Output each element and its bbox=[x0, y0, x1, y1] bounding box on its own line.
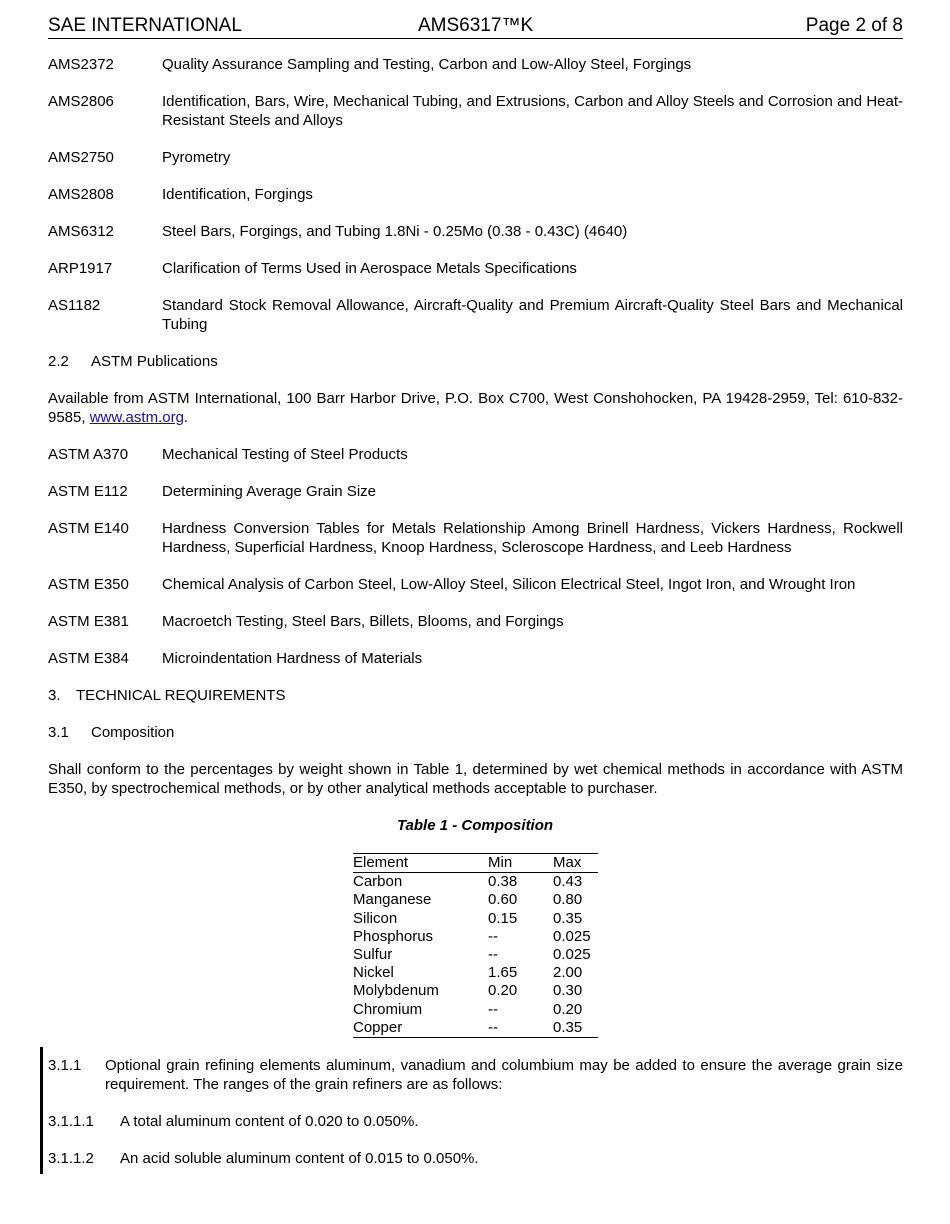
reference-code: AS1182 bbox=[48, 297, 101, 314]
table-caption: Table 1 - Composition bbox=[396, 817, 554, 834]
max-cell: 0.025 bbox=[553, 927, 591, 945]
subsection-number: 3.1.1 bbox=[48, 1057, 82, 1074]
table-row bbox=[353, 982, 598, 1000]
table-row bbox=[353, 873, 598, 892]
subsection-3-1-1-1 bbox=[48, 1113, 903, 1132]
section-title: ASTM Publications bbox=[91, 353, 218, 370]
max-cell: 0.025 bbox=[553, 946, 591, 964]
table-row bbox=[353, 1019, 598, 1038]
section-number: 3. bbox=[48, 687, 61, 704]
min-cell: 0.20 bbox=[488, 982, 518, 1000]
table-row bbox=[353, 946, 598, 964]
reference-title: Mechanical Testing of Steel Products bbox=[162, 446, 408, 463]
element-cell: Carbon bbox=[353, 873, 403, 891]
reference-entry bbox=[48, 93, 903, 130]
min-cell: 0.38 bbox=[488, 873, 518, 891]
min-cell: -- bbox=[488, 946, 498, 964]
table-row bbox=[353, 928, 598, 946]
availability-end: . bbox=[183, 408, 189, 426]
max-cell: 0.20 bbox=[553, 1000, 583, 1018]
header-page-number: Page 2 of 8 bbox=[805, 15, 903, 36]
reference-entry bbox=[48, 520, 903, 557]
section-heading-3 bbox=[48, 687, 285, 706]
table-row bbox=[353, 1001, 598, 1019]
reference-title: Quality Assurance Sampling and Testing, Carbon and Low-Alloy Steel, Forgings bbox=[162, 56, 692, 73]
reference-title: Chemical Analysis of Carbon Steel, Low-Alloy Steel, Silicon Electrical Steel, Ingot Iron, and Wrought Iron bbox=[162, 576, 856, 593]
subsection-3-1-1 bbox=[48, 1057, 903, 1094]
reference-title: Clarification of Terms Used in Aerospace Metals Specifications bbox=[162, 260, 577, 277]
subsection-number: 3.1.1.1 bbox=[48, 1113, 94, 1130]
element-cell: Phosphorus bbox=[353, 927, 434, 945]
max-cell: 0.30 bbox=[553, 982, 583, 1000]
reference-code: ASTM E140 bbox=[48, 520, 129, 537]
reference-entry bbox=[48, 297, 903, 334]
reference-entry bbox=[48, 483, 903, 502]
max-cell: 2.00 bbox=[553, 964, 583, 982]
subsection-text: An acid soluble aluminum content of 0.015 to 0.050%. bbox=[120, 1150, 479, 1167]
column-header: Element bbox=[353, 854, 409, 871]
min-cell: 0.15 bbox=[488, 909, 518, 927]
header-document-number: AMS6317™K bbox=[418, 15, 534, 36]
min-cell: 1.65 bbox=[488, 964, 518, 982]
reference-code: AMS2808 bbox=[48, 186, 114, 203]
reference-entry bbox=[48, 650, 903, 669]
max-cell: 0.35 bbox=[553, 1018, 583, 1036]
min-cell: 0.60 bbox=[488, 891, 518, 909]
subsection-text: Optional grain refining elements aluminum, vanadium and columbium may be added to ensure the average grain size requirement. The ranges of the grain refiners are as follows: bbox=[105, 1057, 903, 1093]
reference-code: ASTM E384 bbox=[48, 650, 129, 667]
element-cell: Nickel bbox=[353, 964, 394, 982]
element-cell: Copper bbox=[353, 1018, 403, 1036]
reference-code: ASTM E381 bbox=[48, 613, 129, 630]
composition-table bbox=[353, 853, 598, 1038]
reference-entry bbox=[48, 223, 903, 242]
section-heading-2-2 bbox=[48, 353, 218, 372]
reference-entry bbox=[48, 576, 903, 595]
composition-paragraph: Shall conform to the percentages by weight shown in Table 1, determined by wet chemical methods in accordance with ASTM E350, by spectrochemical methods, or by other analytical methods acceptable to purchaser. bbox=[48, 761, 903, 797]
table-row bbox=[353, 891, 598, 909]
reference-title: Macroetch Testing, Steel Bars, Billets, Blooms, and Forgings bbox=[162, 613, 564, 630]
max-cell: 0.80 bbox=[553, 891, 583, 909]
reference-code: ARP1917 bbox=[48, 260, 113, 277]
element-cell: Manganese bbox=[353, 891, 432, 909]
min-cell: -- bbox=[488, 1018, 498, 1036]
table-row bbox=[353, 964, 598, 982]
subsection-3-1-1-2 bbox=[48, 1150, 903, 1169]
section-title: Composition bbox=[91, 724, 175, 741]
subsection-number: 3.1.1.2 bbox=[48, 1150, 94, 1167]
section-number: 2.2 bbox=[48, 353, 69, 370]
column-header: Min bbox=[488, 854, 513, 871]
reference-entry bbox=[48, 260, 903, 279]
max-cell: 0.43 bbox=[553, 873, 583, 891]
reference-entry bbox=[48, 613, 903, 632]
reference-code: ASTM E112 bbox=[48, 483, 128, 500]
section-number: 3.1 bbox=[48, 724, 69, 741]
reference-entry bbox=[48, 149, 903, 168]
max-cell: 0.35 bbox=[553, 909, 583, 927]
revision-change-bar bbox=[40, 1047, 43, 1174]
reference-code: AMS6312 bbox=[48, 223, 114, 240]
reference-code: ASTM A370 bbox=[48, 446, 129, 463]
reference-entry bbox=[48, 186, 903, 205]
element-cell: Molybdenum bbox=[353, 982, 439, 1000]
reference-code: AMS2806 bbox=[48, 93, 114, 110]
reference-code: AMS2750 bbox=[48, 149, 114, 166]
reference-title: Identification, Forgings bbox=[162, 186, 313, 203]
reference-title: Steel Bars, Forgings, and Tubing 1.8Ni - 0.25Mo (0.38 - 0.43C) (4640) bbox=[162, 223, 628, 240]
element-cell: Chromium bbox=[353, 1000, 423, 1018]
astm-availability-paragraph bbox=[48, 390, 903, 427]
element-cell: Silicon bbox=[353, 909, 398, 927]
reference-title: Microindentation Hardness of Materials bbox=[162, 650, 423, 667]
column-header: Max bbox=[553, 854, 582, 871]
header-organization: SAE INTERNATIONAL bbox=[48, 15, 242, 36]
reference-title: Determining Average Grain Size bbox=[162, 483, 376, 500]
reference-code: ASTM E350 bbox=[48, 576, 129, 593]
element-cell: Sulfur bbox=[353, 946, 393, 964]
page-header bbox=[48, 14, 903, 39]
reference-entry bbox=[48, 56, 903, 75]
astm-website-link[interactable]: www.astm.org bbox=[89, 408, 184, 426]
min-cell: -- bbox=[488, 1000, 498, 1018]
reference-title: Pyrometry bbox=[162, 149, 231, 166]
reference-title: Standard Stock Removal Allowance, Aircraft-Quality and Premium Aircraft-Quality Steel Bars and Mechanical Tubing bbox=[162, 297, 903, 333]
subsection-text: A total aluminum content of 0.020 to 0.050%. bbox=[120, 1113, 419, 1130]
reference-title: Identification, Bars, Wire, Mechanical Tubing, and Extrusions, Carbon and Alloy Steels and Corrosion and Heat-Resistant Steels and Alloys bbox=[162, 93, 903, 129]
min-cell: -- bbox=[488, 927, 498, 945]
reference-code: AMS2372 bbox=[48, 56, 114, 73]
section-title: TECHNICAL REQUIREMENTS bbox=[76, 687, 286, 704]
reference-entry bbox=[48, 446, 903, 465]
table-row bbox=[353, 910, 598, 928]
reference-title: Hardness Conversion Tables for Metals Relationship Among Brinell Hardness, Vickers Hardness, Rockwell Hardness, Superficial Hardness, Knoop Hardness, Scleroscope Hardness, and Leeb Hardness bbox=[162, 520, 903, 556]
table-header-row bbox=[353, 854, 598, 873]
section-heading-3-1 bbox=[48, 724, 174, 743]
availability-text: Available from ASTM International, 100 Barr Harbor Drive, P.O. Box C700, West Conshohocken, PA 19428-2959, Tel: 610-832-9585, bbox=[48, 390, 903, 426]
